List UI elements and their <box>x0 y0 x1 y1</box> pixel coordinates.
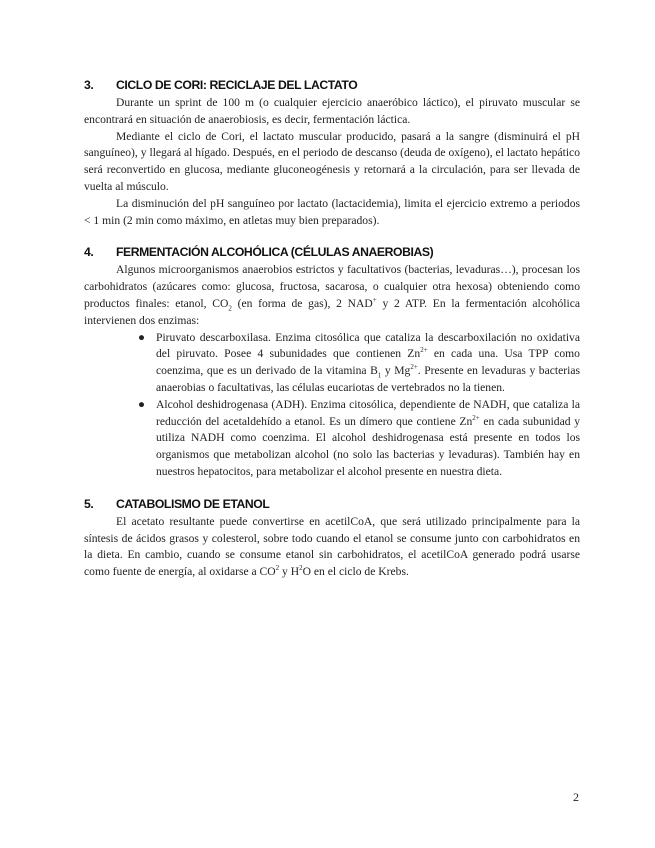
section-heading <box>84 245 580 259</box>
list-item: ● Alcohol deshidrogenasa (ADH). Enzima citosólica, dependiente de NADH, que cataliza la reducción del acetaldehído a etanol. Es un dímero que contiene $Zn^{2+}$ en cada subunidad y utiliza NADH como coenzima. El alcohol deshidrogenasa está presente en todos los organismos que metabolizan alcohol (no solo las bacterias y levaduras). También hay en nuestros hepatocitos, para metabolizar el alcohol presente en nuestra dieta. <box>138 397 580 478</box>
section-heading <box>84 497 580 511</box>
paragraph: Mediante el ciclo de Cori, el lactato muscular producido, pasará a la sangre (disminuirá el pH sanguíneo), y llegará al hígado. Después, en el periodo de descanso (deuda de oxígeno), el lactato hepático será reconvertido en glucosa, mediante gluconeogénesis y retornará a la circulación, para ser llevada de vuelta al músculo. <box>84 129 580 193</box>
bullet-icon: ● <box>138 397 146 411</box>
section-number: 5. <box>84 496 94 511</box>
section-fermentacion <box>84 245 580 480</box>
section-cori <box>84 78 580 229</box>
section-number: 4. <box>84 245 94 260</box>
page-number: 2 <box>573 790 579 804</box>
intro-paragraph: Algunos microorganismos anaerobios estrictos y facultativos (bacterias, levaduras…), procesan los carbohidratos (azúcares como: glucosa, fructosa, sacarosa, o cualquier otra hexosa) obteniendo como productos finales: etanol, $CO_2$ (en forma de gas), 2 NAD+ y 2 ATP. En la fermentación alcohólica intervienen dos enzimas: <box>84 263 580 327</box>
section-title: CICLO DE CORI: RECICLAJE DEL LACTATO <box>116 78 358 92</box>
paragraph: La disminución del pH sanguíneo por lactato (lactacidemia), limita el ejercicio extremo a periodos < 1 min (2 min como máximo, en atletas muy bien preparados). <box>84 196 580 227</box>
section-title: CATABOLISMO DE ETANOL <box>116 496 270 511</box>
paragraph: Durante un sprint de 100 m (o cualquier ejercicio anaeróbico láctico), el piruvato muscular se encontrará en situación de anaerobiosis, es decir, fermentación láctica. <box>84 96 580 126</box>
list-item: ● Piruvato descarboxilasa. Enzima citosólica que cataliza la descarboxilación no oxidativa del piruvato. Posee 4 subunidades que contienen $Zn^{2+}$ en cada una. Usa TPP como coenzima, que es un derivado de la vitamina $B_1$ y $Mg^{2+}$. Presente en levaduras y bacterias anaerobias o facultativas, las células eucariotas de vertebrados no la tienen. <box>138 330 581 394</box>
section-catabolismo <box>84 497 580 581</box>
section-number: 3. <box>84 78 94 92</box>
bullet-icon: ● <box>138 330 146 344</box>
paragraph: El acetato resultante puede convertirse en acetilCoA, que será utilizado principalmente para la síntesis de ácidos grasos y colesterol, sobre todo cuando el etanol se consume junto con carbohidratos en la dieta. En cambio, cuando se consume etanol sin carbohidratos, el acetilCoA generado podrá usarse como fuente de energía, al oxidarse a $CO^2$ y $H^2O$ en el ciclo de Krebs. <box>84 514 580 579</box>
section-heading <box>84 78 580 92</box>
section-title: FERMENTACIÓN ALCOHÓLICA (CÉLULAS ANAEROBIAS) <box>116 245 434 260</box>
enzyme-list <box>84 330 580 481</box>
document-page <box>84 78 580 597</box>
